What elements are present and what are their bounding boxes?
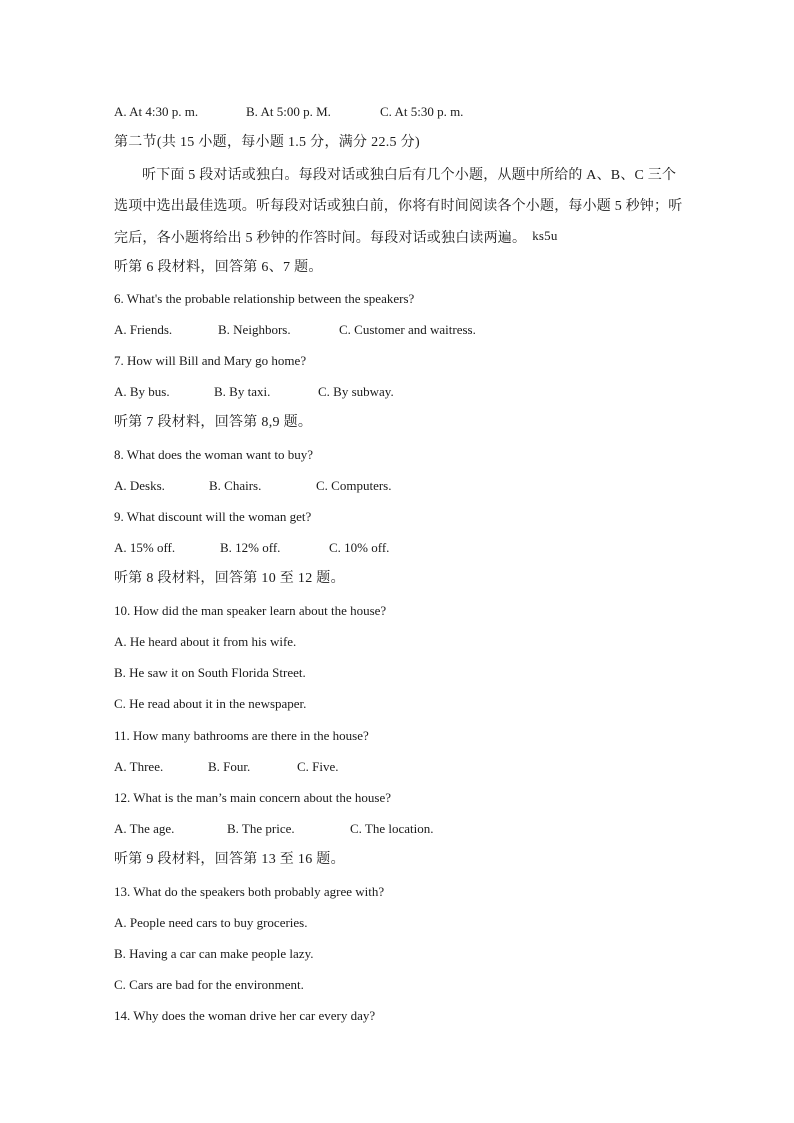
- q6-option-b: B. Neighbors.: [218, 322, 291, 337]
- q7-option-b: B. By taxi.: [214, 384, 271, 399]
- q8-option-b: B. Chairs.: [209, 478, 262, 493]
- q12-option-c: C. The location.: [350, 821, 434, 836]
- segment-heading-8: 听第 8 段材料，回答第 10 至 12 题。: [114, 571, 345, 586]
- q8-option-a: A. Desks.: [114, 478, 165, 493]
- q9-option-b: B. 12% off.: [220, 540, 281, 555]
- q5-option-b: B. At 5:00 p. M.: [246, 104, 331, 119]
- question-9: 9. What discount will the woman get?: [114, 509, 312, 524]
- question-11: 11. How many bathrooms are there in the house?: [114, 728, 369, 743]
- question-10: 10. How did the man speaker learn about the house?: [114, 603, 387, 618]
- q11-option-a: A. Three.: [114, 759, 164, 774]
- question-12: 12. What is the man’s main concern about the house?: [114, 790, 392, 805]
- q11-option-b: B. Four.: [208, 759, 251, 774]
- q7-option-a: A. By bus.: [114, 384, 170, 399]
- q7-option-c: C. By subway.: [318, 384, 394, 399]
- q10-option-a: A. He heard about it from his wife.: [114, 634, 297, 649]
- q10-option-b: B. He saw it on South Florida Street.: [114, 665, 306, 680]
- q10-option-c: C. He read about it in the newspaper.: [114, 696, 307, 711]
- q13-option-a: A. People need cars to buy groceries.: [114, 915, 308, 930]
- q9-option-a: A. 15% off.: [114, 540, 176, 555]
- q5-option-c: C. At 5:30 p. m.: [380, 104, 464, 119]
- q9-option-c: C. 10% off.: [329, 540, 390, 555]
- q12-option-b: B. The price.: [227, 821, 295, 836]
- segment-heading-6: 听第 6 段材料，回答第 6、7 题。: [114, 260, 323, 275]
- q12-option-a: A. The age.: [114, 821, 175, 836]
- q13-option-c: C. Cars are bad for the environment.: [114, 977, 304, 992]
- question-7: 7. How will Bill and Mary go home?: [114, 353, 307, 368]
- q6-option-a: A. Friends.: [114, 322, 173, 337]
- question-14: 14. Why does the woman drive her car every day?: [114, 1008, 376, 1023]
- watermark-text: ks5u: [532, 228, 558, 243]
- q13-option-b: B. Having a car can make people lazy.: [114, 946, 314, 961]
- q6-option-c: C. Customer and waitress.: [339, 322, 476, 337]
- instructions-paragraph: [114, 160, 684, 254]
- segment-heading-9: 听第 9 段材料，回答第 13 至 16 题。: [114, 852, 345, 867]
- question-6: 6. What's the probable relationship between the speakers?: [114, 291, 415, 306]
- section2-heading: 第二节(共 15 小题，每小题 1.5 分，满分 22.5 分): [114, 135, 420, 150]
- segment-heading-7: 听第 7 段材料，回答第 8,9 题。: [114, 415, 313, 430]
- question-8: 8. What does the woman want to buy?: [114, 447, 314, 462]
- q8-option-c: C. Computers.: [316, 478, 392, 493]
- instructions-text: 听下面 5 段对话或独白。每段对话或独白后有几个小题，从题中所给的 A、B、C 三个选项中选出最佳选项。听每段对话或独白前，你将有时间阅读各个小题，每小题 5 秒钟；听完后，各小题将给出 5 秒钟的作答时间。每段对话或独白读两遍。: [114, 168, 683, 246]
- q5-option-a: A. At 4:30 p. m.: [114, 104, 199, 119]
- question-13: 13. What do the speakers both probably agree with?: [114, 884, 385, 899]
- q11-option-c: C. Five.: [297, 759, 339, 774]
